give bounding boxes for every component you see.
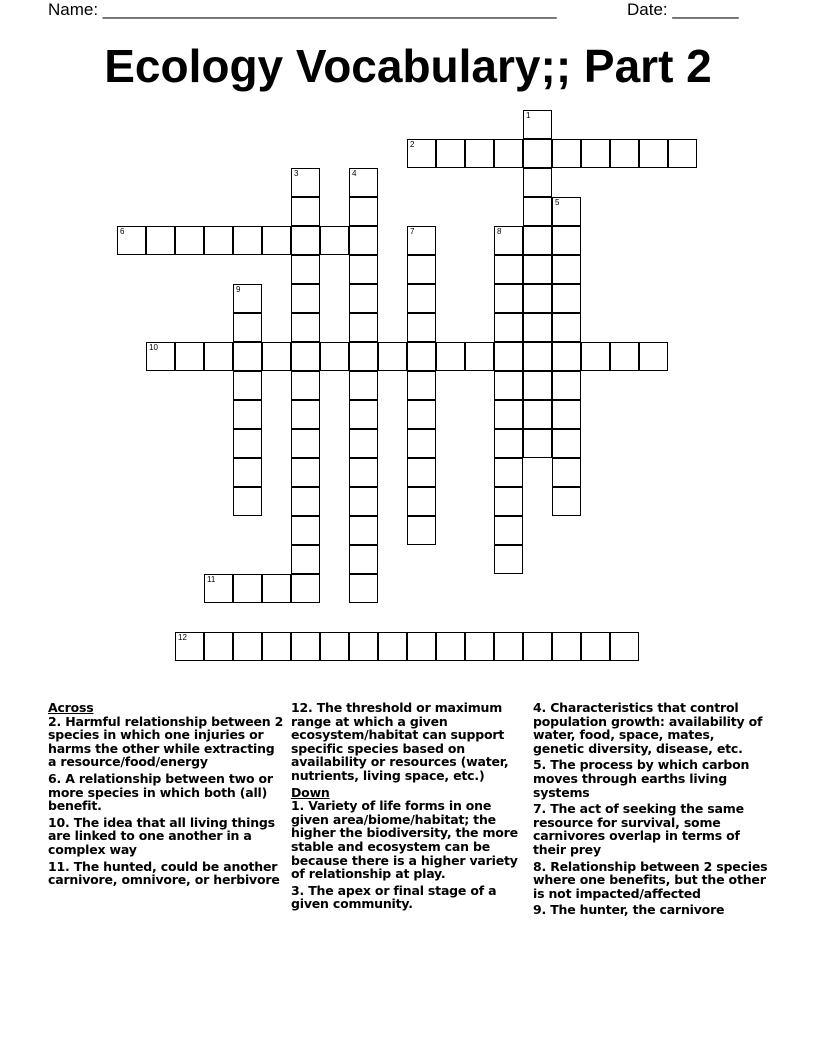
grid-cell[interactable] bbox=[494, 342, 523, 371]
grid-cell[interactable] bbox=[610, 632, 639, 661]
grid-cell[interactable] bbox=[523, 110, 552, 139]
grid-cell[interactable] bbox=[320, 632, 349, 661]
grid-cell[interactable] bbox=[465, 139, 494, 168]
grid-cell[interactable] bbox=[349, 487, 378, 516]
clue-number: 11. bbox=[48, 858, 70, 874]
grid-cell[interactable] bbox=[552, 371, 581, 400]
grid-cell[interactable] bbox=[117, 226, 146, 255]
grid-cell[interactable] bbox=[552, 313, 581, 342]
grid-cell[interactable] bbox=[407, 284, 436, 313]
clue-number: 1. bbox=[291, 798, 305, 814]
grid-cell[interactable] bbox=[465, 342, 494, 371]
grid-cell[interactable] bbox=[523, 284, 552, 313]
grid-cell[interactable] bbox=[349, 226, 378, 255]
grid-cell[interactable] bbox=[233, 487, 262, 516]
grid-cell[interactable] bbox=[378, 342, 407, 371]
grid-cell[interactable] bbox=[233, 400, 262, 429]
grid-cell[interactable] bbox=[523, 255, 552, 284]
grid-cell[interactable] bbox=[378, 632, 407, 661]
clue-start-number: 12 bbox=[178, 633, 187, 642]
grid-cell[interactable] bbox=[291, 545, 320, 574]
grid-cell[interactable] bbox=[146, 342, 175, 371]
grid-cell[interactable] bbox=[233, 313, 262, 342]
grid-cell[interactable] bbox=[523, 632, 552, 661]
clue-start-number: 3 bbox=[294, 169, 299, 178]
clue-number: 10. bbox=[48, 814, 70, 830]
grid-cell[interactable] bbox=[233, 574, 262, 603]
grid-cell[interactable] bbox=[291, 284, 320, 313]
grid-cell[interactable] bbox=[291, 516, 320, 545]
clue-text: Relationship between 2 species where one benefits, but the other is not impacted/affected bbox=[533, 858, 768, 901]
grid-cell[interactable] bbox=[233, 371, 262, 400]
grid-cell[interactable] bbox=[552, 139, 581, 168]
clue-text: The apex or final stage of a given community. bbox=[291, 882, 497, 912]
grid-cell[interactable] bbox=[552, 632, 581, 661]
clue-number: 12. bbox=[291, 700, 313, 715]
grid-cell[interactable] bbox=[581, 632, 610, 661]
grid-cell[interactable] bbox=[407, 429, 436, 458]
grid-cell[interactable] bbox=[552, 284, 581, 313]
grid-cell[interactable] bbox=[552, 342, 581, 371]
grid-cell[interactable] bbox=[291, 400, 320, 429]
clue-across-10 bbox=[48, 816, 284, 857]
grid-cell[interactable] bbox=[407, 139, 436, 168]
grid-cell[interactable] bbox=[349, 342, 378, 371]
grid-cell[interactable] bbox=[349, 168, 378, 197]
grid-cell[interactable] bbox=[291, 255, 320, 284]
grid-cell[interactable] bbox=[291, 458, 320, 487]
across-heading: Across bbox=[48, 700, 94, 715]
grid-cell[interactable] bbox=[407, 255, 436, 284]
grid-cell[interactable] bbox=[407, 371, 436, 400]
down-heading: Down bbox=[291, 784, 330, 800]
clue-text: A relationship between two or more species in which both (all) benefit. bbox=[48, 770, 273, 814]
grid-cell[interactable] bbox=[552, 255, 581, 284]
grid-cell[interactable] bbox=[204, 574, 233, 603]
clue-number: 4. bbox=[533, 700, 547, 715]
grid-cell[interactable] bbox=[262, 342, 291, 371]
grid-cell[interactable] bbox=[436, 632, 465, 661]
grid-cell[interactable] bbox=[523, 400, 552, 429]
clue-start-number: 5 bbox=[555, 198, 560, 207]
grid-cell[interactable] bbox=[349, 516, 378, 545]
grid-cell[interactable] bbox=[494, 516, 523, 545]
grid-cell[interactable] bbox=[552, 458, 581, 487]
grid-cell[interactable] bbox=[175, 342, 204, 371]
grid-cell[interactable] bbox=[291, 574, 320, 603]
date-field-label: Date: _______ bbox=[627, 0, 739, 19]
grid-cell[interactable] bbox=[349, 458, 378, 487]
grid-cell[interactable] bbox=[233, 226, 262, 255]
clues-column-1 bbox=[48, 701, 284, 890]
clue-text: The hunter, the carnivore bbox=[550, 902, 725, 918]
clue-across-2 bbox=[48, 715, 284, 769]
grid-cell[interactable] bbox=[552, 429, 581, 458]
grid-cell[interactable] bbox=[523, 371, 552, 400]
grid-cell[interactable] bbox=[494, 458, 523, 487]
clue-number: 3. bbox=[291, 882, 305, 898]
grid-cell[interactable] bbox=[494, 284, 523, 313]
grid-cell[interactable] bbox=[436, 139, 465, 168]
grid-cell[interactable] bbox=[494, 371, 523, 400]
clue-across-6 bbox=[48, 772, 284, 813]
grid-cell[interactable] bbox=[233, 632, 262, 661]
clue-down-1 bbox=[291, 799, 527, 881]
grid-cell[interactable] bbox=[581, 342, 610, 371]
grid-cell[interactable] bbox=[349, 313, 378, 342]
grid-cell[interactable] bbox=[494, 313, 523, 342]
grid-cell[interactable] bbox=[233, 284, 262, 313]
grid-cell[interactable] bbox=[494, 487, 523, 516]
grid-cell[interactable] bbox=[204, 226, 233, 255]
grid-cell[interactable] bbox=[494, 545, 523, 574]
grid-cell[interactable] bbox=[349, 429, 378, 458]
clue-text: The threshold or maximum range at which a given ecosystem/habitat can support specific species based on availability or resources (water, nutrients, living space, etc.) bbox=[291, 700, 509, 783]
grid-cell[interactable] bbox=[349, 545, 378, 574]
grid-cell[interactable] bbox=[552, 487, 581, 516]
clue-start-number: 8 bbox=[497, 227, 502, 236]
grid-cell[interactable] bbox=[233, 342, 262, 371]
grid-cell[interactable] bbox=[523, 313, 552, 342]
grid-cell[interactable] bbox=[552, 400, 581, 429]
grid-cell[interactable] bbox=[407, 516, 436, 545]
clue-number: 6. bbox=[48, 770, 62, 786]
grid-cell[interactable] bbox=[436, 342, 465, 371]
grid-cell[interactable] bbox=[465, 632, 494, 661]
grid-cell[interactable] bbox=[639, 342, 668, 371]
clue-across-12 bbox=[291, 701, 527, 783]
clue-down-7 bbox=[533, 802, 769, 856]
grid-cell[interactable] bbox=[581, 139, 610, 168]
clue-text: The process by which carbon moves through earths living systems bbox=[533, 757, 750, 800]
grid-cell[interactable] bbox=[552, 197, 581, 226]
grid-cell[interactable] bbox=[523, 139, 552, 168]
grid-cell[interactable] bbox=[291, 342, 320, 371]
grid-cell[interactable] bbox=[494, 226, 523, 255]
clue-text: The act of seeking the same resource for survival, some carnivores overlap in terms of their prey bbox=[533, 801, 744, 857]
clue-text: Characteristics that control population growth: availability of water, food, space, mates, genetic diversity, disease, etc. bbox=[533, 700, 763, 756]
page-title: Ecology Vocabulary;; Part 2 bbox=[104, 40, 712, 92]
grid-cell[interactable] bbox=[407, 458, 436, 487]
grid-cell[interactable] bbox=[349, 197, 378, 226]
clue-text: Harmful relationship between 2 species in which one injuries or harms the other while extracting a resource/food/energy bbox=[48, 713, 284, 770]
clue-number: 7. bbox=[533, 801, 547, 817]
grid-cell[interactable] bbox=[523, 197, 552, 226]
grid-cell[interactable] bbox=[291, 632, 320, 661]
clue-text: The hunted, could be another carnivore, omnivore, or herbivore bbox=[48, 858, 280, 888]
grid-cell[interactable] bbox=[291, 313, 320, 342]
clue-start-number: 9 bbox=[236, 285, 241, 294]
clue-number: 8. bbox=[533, 858, 547, 874]
grid-cell[interactable] bbox=[407, 400, 436, 429]
clue-start-number: 6 bbox=[120, 227, 125, 236]
grid-cell[interactable] bbox=[407, 632, 436, 661]
grid-cell[interactable] bbox=[262, 226, 291, 255]
grid-cell[interactable] bbox=[291, 197, 320, 226]
grid-cell[interactable] bbox=[233, 458, 262, 487]
grid-cell[interactable] bbox=[523, 168, 552, 197]
grid-cell[interactable] bbox=[349, 400, 378, 429]
grid-cell[interactable] bbox=[552, 226, 581, 255]
grid-cell[interactable] bbox=[146, 226, 175, 255]
clue-start-number: 2 bbox=[410, 140, 415, 149]
grid-cell[interactable] bbox=[291, 487, 320, 516]
grid-cell[interactable] bbox=[523, 429, 552, 458]
grid-cell[interactable] bbox=[407, 226, 436, 255]
clue-text: Variety of life forms in one given area/biome/habitat; the higher the biodiversity, the more stable and ecosystem can be because there is a higher variety of relationship at play. bbox=[291, 798, 518, 882]
clues-column-3 bbox=[533, 701, 769, 920]
clue-text: The idea that all living things are linked to one another in a complex way bbox=[48, 814, 275, 857]
grid-cell[interactable] bbox=[175, 226, 204, 255]
grid-cell[interactable] bbox=[494, 255, 523, 284]
grid-cell[interactable] bbox=[610, 342, 639, 371]
clue-down-3 bbox=[291, 884, 527, 911]
grid-cell[interactable] bbox=[175, 632, 204, 661]
grid-cell[interactable] bbox=[291, 168, 320, 197]
clue-down-8 bbox=[533, 860, 769, 901]
grid-cell[interactable] bbox=[523, 342, 552, 371]
grid-cell[interactable] bbox=[204, 342, 233, 371]
grid-cell[interactable] bbox=[204, 632, 233, 661]
grid-cell[interactable] bbox=[320, 226, 349, 255]
clue-down-5 bbox=[533, 758, 769, 799]
grid-cell[interactable] bbox=[494, 429, 523, 458]
clue-down-4 bbox=[533, 701, 769, 755]
grid-cell[interactable] bbox=[639, 139, 668, 168]
grid-cell[interactable] bbox=[407, 342, 436, 371]
grid-cell[interactable] bbox=[668, 139, 697, 168]
grid-cell[interactable] bbox=[291, 226, 320, 255]
grid-cell[interactable] bbox=[291, 371, 320, 400]
grid-cell[interactable] bbox=[349, 574, 378, 603]
clue-across-11 bbox=[48, 860, 284, 887]
grid-cell[interactable] bbox=[262, 574, 291, 603]
grid-cell[interactable] bbox=[349, 371, 378, 400]
name-field-label: Name: ________________________________________________ bbox=[48, 0, 557, 19]
grid-cell[interactable] bbox=[407, 313, 436, 342]
clue-start-number: 7 bbox=[410, 227, 415, 236]
grid-cell[interactable] bbox=[349, 632, 378, 661]
clues-column-2 bbox=[291, 701, 527, 914]
clue-number: 2. bbox=[48, 713, 62, 729]
grid-cell[interactable] bbox=[349, 255, 378, 284]
grid-cell[interactable] bbox=[494, 632, 523, 661]
clue-number: 5. bbox=[533, 757, 547, 773]
grid-cell[interactable] bbox=[523, 226, 552, 255]
grid-cell[interactable] bbox=[494, 400, 523, 429]
grid-cell[interactable] bbox=[610, 139, 639, 168]
grid-cell[interactable] bbox=[349, 284, 378, 313]
clue-start-number: 11 bbox=[207, 575, 216, 584]
clue-down-9 bbox=[533, 903, 769, 917]
clue-number: 9. bbox=[533, 902, 547, 918]
grid-cell[interactable] bbox=[320, 342, 349, 371]
grid-cell[interactable] bbox=[233, 429, 262, 458]
grid-cell[interactable] bbox=[494, 139, 523, 168]
clue-start-number: 4 bbox=[352, 169, 357, 178]
grid-cell[interactable] bbox=[291, 429, 320, 458]
grid-cell[interactable] bbox=[262, 632, 291, 661]
clue-start-number: 10 bbox=[149, 343, 158, 352]
grid-cell[interactable] bbox=[407, 487, 436, 516]
clue-start-number: 1 bbox=[526, 111, 531, 120]
